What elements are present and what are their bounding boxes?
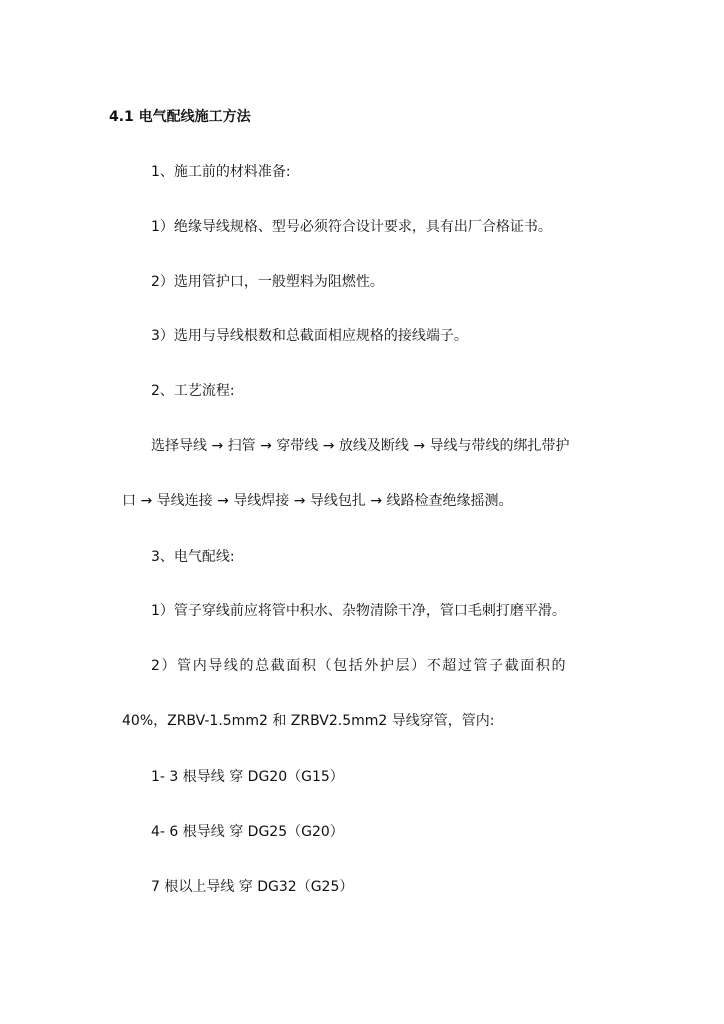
paragraph-process-flow-1: 选择导线 → 扫管 → 穿带线 → 放线及断线 → 导线与带线的绑扎带护 bbox=[151, 438, 570, 454]
paragraph-materials-title: 1、施工前的材料准备: bbox=[151, 164, 291, 180]
paragraph-cross-section-2: 40%，ZRBV-1.5mm2 和 ZRBV2.5mm2 导线穿管，管内: bbox=[122, 713, 495, 729]
paragraph-cross-section-1: 2）管内导线的总截面积（包括外护层）不超过管子截面积的 bbox=[151, 658, 568, 674]
list-item-dg32: 7 根以上导线 穿 DG32（G25） bbox=[151, 879, 354, 895]
paragraph-terminal: 3）选用与导线根数和总截面相应规格的接线端子。 bbox=[151, 328, 468, 344]
list-item-dg20: 1- 3 根导线 穿 DG20（G15） bbox=[151, 769, 344, 785]
paragraph-process-flow-2: 口 → 导线连接 → 导线焊接 → 导线包扎 → 线路检查绝缘摇测。 bbox=[122, 493, 513, 509]
section-heading: 4.1 电气配线施工方法 bbox=[109, 109, 251, 125]
paragraph-process-title: 2、工艺流程: bbox=[151, 383, 235, 399]
list-item-dg25: 4- 6 根导线 穿 DG25（G20） bbox=[151, 824, 344, 840]
paragraph-wiring-title: 3、电气配线: bbox=[151, 549, 235, 565]
paragraph-protective-cap: 2）选用管护口，一般塑料为阻燃性。 bbox=[151, 274, 384, 290]
paragraph-wire-spec: 1）绝缘导线规格、型号必须符合设计要求，具有出厂合格证书。 bbox=[151, 219, 552, 235]
paragraph-pipe-cleaning: 1）管子穿线前应将管中积水、杂物清除干净，管口毛刺打磨平滑。 bbox=[151, 603, 566, 619]
